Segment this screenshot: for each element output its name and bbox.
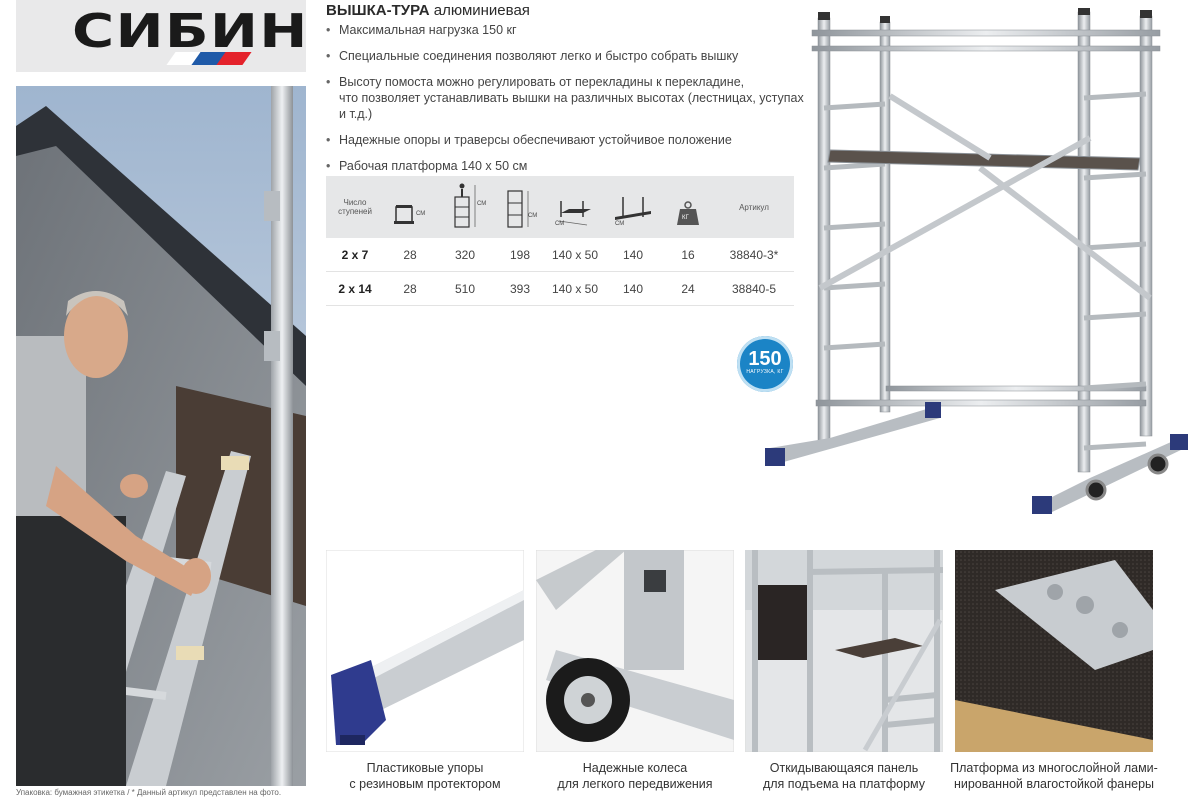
header-article: Артикул [739,202,769,212]
cell-weight: 24 [662,272,714,306]
footnote: Упаковка: бумажная этикетка / * Данный артикул представлен на фото. [16,788,282,797]
feature-caption-foot: Пластиковые упоры с резиновым протектором [349,761,501,791]
working-height-icon: СМ [443,183,487,229]
cell-working-height: 320 [436,238,494,272]
cell-article: 38840-3* [714,238,794,272]
feature-bullets [326,22,806,184]
bullet-item [326,48,806,64]
platform-size-icon: СМ [553,183,597,229]
product-title [326,2,530,19]
product-title-bold: ВЫШКА-ТУРА [326,2,430,19]
cell-base-width: 140 [604,238,662,272]
cell-steps: 2 x 14 [326,272,384,306]
product-title-rest: алюминиевая [433,2,530,19]
tower-height-icon: СМ [498,183,542,229]
badge-label: НАГРУЗКА, КГ [746,369,784,375]
feature-image-panel [745,550,943,752]
weight-icon: КГ [666,183,710,229]
header-steps: Число ступеней [338,198,372,216]
cell-steps: 2 x 7 [326,238,384,272]
header-working-height [436,176,494,238]
header-base-width [604,176,662,238]
bullet-item: • Рабочая платформа 140 х 50 см [326,158,806,174]
cell-platform-height: 28 [384,238,436,272]
bullet-text-line2: что позволяет устанавливать вышки на различных высотах (лестницах, уступах и т.д.) [339,91,804,121]
bullet-item: • Максимальная нагрузка 150 кг [326,22,806,38]
header-weight [662,176,714,238]
cell-article: 38840-5 [714,272,794,306]
bullet-text-line1: Высоту помоста можно регулировать от перекладины к перекладине, [339,75,745,89]
spec-table [326,176,794,306]
header-platform-height [384,176,436,238]
worker-photo [16,86,306,786]
feature-caption-panel: Откидывающаяся панель для подъема на платформу [762,761,926,791]
table-row [326,272,794,306]
base-width-icon: СМ [611,183,655,229]
cell-platform-size: 140 x 50 [546,238,604,272]
spec-table-header [326,176,794,238]
feature-caption-plywood: Платформа из многослойной лами- нированной влагостойкой фанеры [950,761,1158,791]
cell-weight: 16 [662,238,714,272]
cell-platform-height: 28 [384,272,436,306]
table-row [326,238,794,272]
feature-image-wheel [536,550,734,752]
bullet-text: Специальные соединения позволяют легко и быстро собрать вышку [339,49,739,63]
feature-image-plywood [955,550,1153,752]
bullet-item: • Надежные опоры и траверсы обеспечивают устойчивое положение [326,132,806,148]
cell-platform-size: 140 x 50 [546,272,604,306]
scaffold-illustration [760,8,1190,528]
cell-base-width: 140 [604,272,662,306]
badge-value: 150 [748,348,782,370]
worker-photo-illustration [16,86,306,786]
feature-image-foot [326,550,524,752]
brand-name: СИБИН [72,4,309,58]
platform-height-icon: СМ [388,183,432,229]
cell-tower-height: 198 [494,238,546,272]
cell-working-height: 510 [436,272,494,306]
cell-tower-height: 393 [494,272,546,306]
bullet-item [326,74,806,122]
header-tower-height [494,176,546,238]
header-platform-size [546,176,604,238]
feature-caption-wheel: Надежные колеса для легкого передвижения [557,761,713,791]
